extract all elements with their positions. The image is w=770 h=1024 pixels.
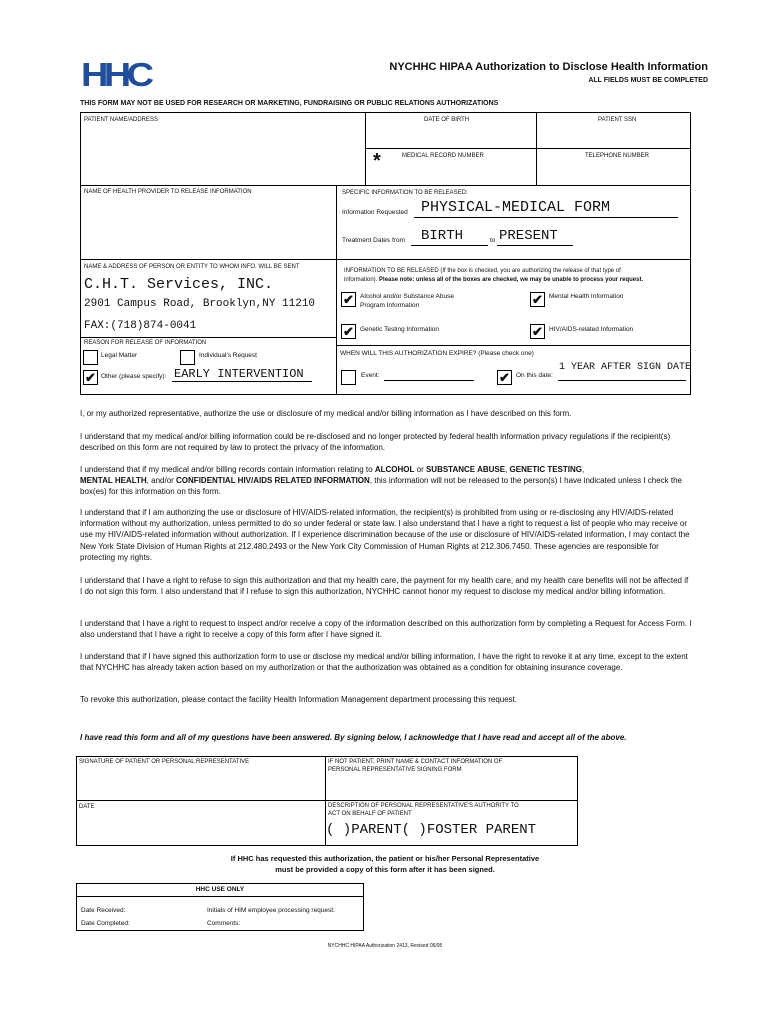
- reason-label: REASON FOR RELEASE OF INFORMATION: [84, 340, 207, 346]
- treatment-from-value[interactable]: BIRTH: [421, 228, 464, 244]
- copy-note: [0, 853, 770, 875]
- mental-health-label: Mental Health Information: [549, 293, 624, 300]
- hiv-aids-label: HIV/AIDS-related Information: [549, 326, 634, 333]
- form-title: NYCHHC HIPAA Authorization to Disclose Health Information: [389, 61, 708, 73]
- rep-label: IF NOT PATIENT, PRINT NAME & CONTACT INFORMATION OF: [328, 759, 503, 765]
- expiry-label: WHEN WILL THIS AUTHORIZATION EXPIRE? (Please check one): [340, 350, 534, 357]
- other-reason-label: Other (please specify):: [101, 373, 167, 380]
- authority-label: DESCRIPTION OF PERSONAL REPRESENTATIVE'S AUTHORITY TO: [328, 803, 519, 809]
- dob-label: DATE OF BIRTH: [424, 117, 470, 123]
- para-revoke-contact: To revoke this authorization, please contact the facility Health Information Management department processing this request.: [80, 695, 518, 704]
- alcohol-checkbox[interactable]: ✔: [341, 292, 356, 307]
- para-inspect: I understand that I have a right to request to inspect and/or receive a copy of the information described on this authorization form by completing a Request for Access Form. I also understand that I have a right to receive a copy of this form after I have signed it.: [80, 619, 692, 640]
- date-field[interactable]: [79, 813, 323, 843]
- para-revoke: I understand that if I have signed this authorization form to use or disclose my medical and/or billing information, I have the right to revoke it at any time, except to the extent that NYCHHC has already taken action based on my authorization or that the authorization was obtained as a condition for obtaining insurance coverage.: [80, 652, 688, 673]
- treatment-to-value[interactable]: PRESENT: [499, 228, 558, 244]
- genetic-testing-checkbox[interactable]: ✔: [341, 324, 356, 339]
- rep-field[interactable]: [328, 777, 574, 798]
- other-reason-checkbox[interactable]: ✔: [83, 370, 98, 385]
- info-requested-value[interactable]: PHYSICAL-MEDICAL FORM: [421, 199, 611, 216]
- provider-label: NAME OF HEALTH PROVIDER TO RELEASE INFORMATION: [84, 189, 252, 195]
- hhc-logo: HHC: [81, 56, 150, 93]
- specific-info-label: SPECIFIC INFORMATION TO BE RELEASED:: [342, 190, 468, 196]
- on-date-label: On this date:: [516, 372, 553, 379]
- para-authorize: I, or my authorized representative, authorize the use or disclosure of my medical and/or billing information as I have described on this form.: [80, 409, 572, 418]
- info-release-label-2: information). Please note: unless all of the boxes are checked, we may be unable to process your request.: [344, 277, 644, 283]
- para-refuse: I understand that I have a right to refuse to sign this authorization and that my health care, the payment for my health care, and my health care benefits will not be affected if I do not sign this form. I also understand that if I refuse to sign this authorization, NYCHHC cannot honor my request to disclose my medical and/or billing information.: [80, 576, 689, 597]
- ssn-label: PATIENT SSN: [598, 117, 637, 123]
- info-requested-label: Information Requested: [342, 209, 408, 216]
- para-hiv: I understand that if I am authorizing the use or disclosure of HIV/AIDS-related information, the recipient(s) is prohibited from using or re-disclosing any HIV/AIDS-related information without my authorization, unless permitted to do so under federal or state law. I also understand that I have a right to request a list of people who may receive or use my HIV/AIDS-related information without authorization. If I experience discrimination because of the use or disclosure of HIV/AIDS-related information, I may contact the New York State Division of Human Rights at 212.480.2493 or the New York City Commission of Human Rights at 212.306.7450. These agencies are responsible for protecting my rights.: [80, 508, 690, 562]
- recipient-label: NAME & ADDRESS OF PERSON OR ENTITY TO WHOM INFO. WILL BE SENT: [84, 264, 300, 270]
- event-checkbox[interactable]: [341, 370, 356, 385]
- expiry-date-value[interactable]: 1 YEAR AFTER SIGN DATE: [559, 362, 692, 373]
- alcohol-label-2: Program Information: [360, 302, 420, 309]
- info-release-label: INFORMATION TO BE RELEASED (If the box is checked, you are authorizing the release of that type of: [344, 268, 621, 274]
- date-completed-label: Date Completed:: [81, 920, 130, 927]
- signature-label: SIGNATURE OF PATIENT OR PERSONAL REPRESENTATIVE: [79, 759, 250, 765]
- mrn-asterisk: *: [373, 150, 381, 172]
- form-warning: THIS FORM MAY NOT BE USED FOR RESEARCH OR MARKETING, FUNDRAISING OR PUBLIC RELATIONS AUTHORIZATIONS: [80, 100, 499, 107]
- authority-value[interactable]: ( )PARENT( )FOSTER PARENT: [326, 822, 537, 838]
- recipient-address[interactable]: 2901 Campus Road, Brooklyn,NY 11210: [84, 298, 316, 310]
- signature-field[interactable]: [79, 770, 323, 798]
- rep-label-2: PERSONAL REPRESENTATIVE SIGNING FORM: [328, 767, 462, 773]
- individual-request-label: Individual's Request: [199, 352, 257, 359]
- hhc-use-box: [76, 883, 364, 931]
- para-redisclose: I understand that my medical and/or billing information could be re-disclosed and no longer protected by federal health information privacy regulations if the recipient(s) described on this form are not required by law to protect the privacy of the information.: [80, 432, 671, 453]
- para-sensitive-info: I understand that if my medical and/or billing records contain information relating to ALCOHOL or SUBSTANCE ABUSE, GENETIC TESTING, MENTAL HEALTH, and/or CONFIDENTIAL HIV/AIDS RELATED INFORMATION, this information will not be released to the person(s) I have indicated unless I check the box(es) for this information on this form.: [80, 465, 682, 497]
- date-label: DATE: [79, 804, 95, 810]
- form-id: NYCHHC HIPAA Authorization 2413, Revised 06/05: [327, 943, 443, 949]
- on-date-checkbox[interactable]: ✔: [497, 370, 512, 385]
- recipient-name[interactable]: C.H.T. Services, INC.: [84, 276, 274, 293]
- copy-note-line-2: must be provided a copy of this form after it has been signed.: [275, 865, 495, 874]
- other-reason-value[interactable]: EARLY INTERVENTION: [174, 367, 304, 381]
- mental-health-checkbox[interactable]: ✔: [530, 292, 545, 307]
- legal-matter-checkbox[interactable]: [83, 350, 98, 365]
- hhc-use-title: HHC USE ONLY: [195, 886, 245, 893]
- acknowledgement: I have read this form and all of my questions have been answered. By signing below, I acknowledge that I have read and accept all of the above.: [80, 733, 627, 742]
- hiv-aids-checkbox[interactable]: ✔: [530, 324, 545, 339]
- initials-label: Initials of HIM employee processing request:: [207, 907, 335, 914]
- patient-name-label: PATIENT NAME/ADDRESS: [84, 117, 159, 123]
- authority-label-2: ACT ON BEHALF OF PATIENT: [328, 811, 412, 817]
- date-received-label: Date Received:: [81, 907, 126, 914]
- individual-request-checkbox[interactable]: [180, 350, 195, 365]
- treatment-to-label: to: [490, 237, 496, 244]
- phone-label: TELEPHONE NUMBER: [585, 153, 650, 159]
- event-label: Event:: [361, 372, 380, 379]
- legal-matter-label: Legal Matter: [101, 352, 138, 359]
- recipient-fax[interactable]: FAX:(718)874-0041: [84, 320, 197, 332]
- genetic-testing-label: Genetic Testing Information: [360, 326, 440, 333]
- mrn-label: MEDICAL RECORD NUMBER: [402, 153, 484, 159]
- alcohol-label: Alcohol and/or Substance Abuse: [360, 293, 454, 300]
- treatment-dates-label: Treatment Dates from: [342, 237, 405, 244]
- copy-note-line-1: If HHC has requested this authorization, the patient or his/her Personal Representative: [230, 854, 540, 863]
- comments-label: Comments:: [207, 920, 241, 927]
- form-subtitle: ALL FIELDS MUST BE COMPLETED: [588, 77, 708, 84]
